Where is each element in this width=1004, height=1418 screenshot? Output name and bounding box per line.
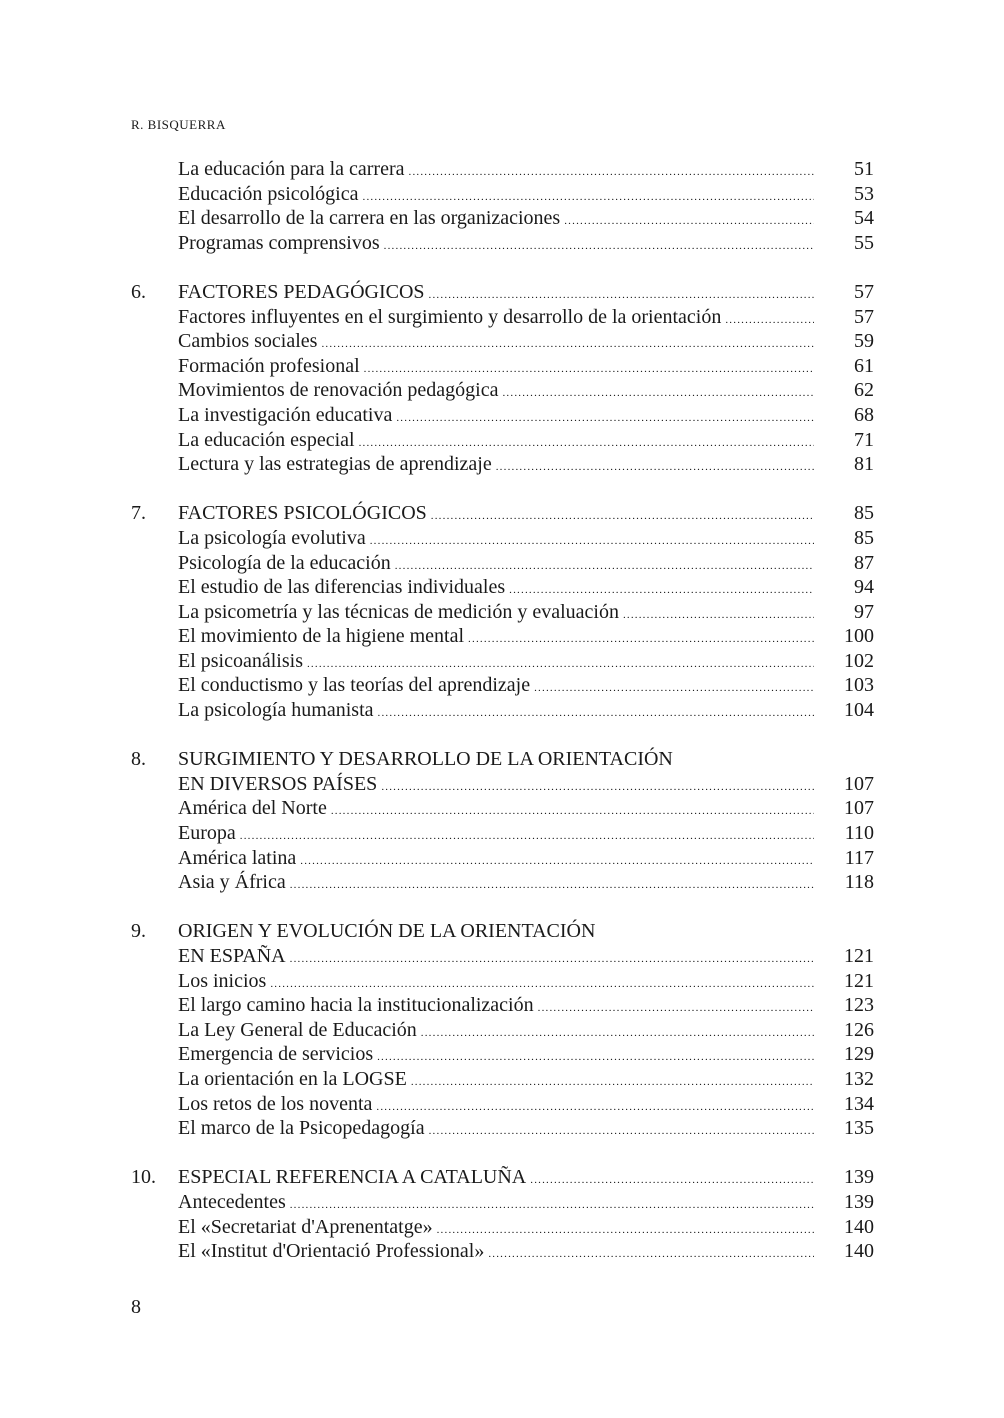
toc-entry-row [0, 993, 1004, 1018]
entry-title-text: SURGIMIENTO Y DESARROLLO DE LA ORIENTACIÓN [178, 748, 673, 771]
entry-title-text: Los retos de los noventa [178, 1092, 373, 1115]
entry-title-text: Formación profesional [178, 354, 360, 377]
entry-page-number: 54 [854, 207, 874, 230]
entry-title-text: Psicología de la educación [178, 551, 391, 574]
toc-entry-title [178, 551, 814, 579]
entry-title-text: EN DIVERSOS PAÍSES [178, 772, 378, 795]
entry-page-number: 107 [844, 772, 874, 795]
toc-entry-title [178, 1067, 814, 1095]
entry-page-number: 51 [854, 158, 874, 180]
toc-entry-title [178, 1239, 814, 1267]
toc-entry-title [178, 452, 814, 480]
toc-entry-title [178, 747, 814, 772]
entry-title-text: ORIGEN Y EVOLUCIÓN DE LA ORIENTACIÓN [178, 920, 596, 943]
toc-chapter-row [0, 1165, 1004, 1190]
entry-title-text: ESPECIAL REFERENCIA A CATALUÑA [178, 1166, 527, 1189]
entry-page-number: 139 [844, 1166, 874, 1189]
toc-entry-title [178, 428, 814, 456]
chapter-number: 9. [131, 920, 146, 943]
toc-entry-title [178, 1018, 814, 1046]
toc-entry-row [0, 526, 1004, 551]
toc-chapter-row [0, 501, 1004, 526]
toc-entry-row [0, 1018, 1004, 1043]
toc-entry-title [178, 354, 814, 382]
entry-page-number: 53 [854, 182, 874, 205]
entry-title-text: América del Norte [178, 797, 327, 820]
toc-entry-row [0, 1116, 1004, 1141]
entry-page-number: 71 [854, 428, 874, 451]
entry-page-number: 126 [844, 1018, 874, 1041]
toc-entry-title [178, 1092, 814, 1120]
entry-page-number: 104 [844, 699, 874, 722]
entry-title-text: El psicoanálisis [178, 649, 303, 672]
dot-leader [290, 873, 814, 898]
entry-page-number: 135 [844, 1117, 874, 1140]
entry-page-number: 57 [854, 280, 874, 303]
entry-title-text: Lectura y las estrategias de aprendizaje [178, 453, 492, 476]
entry-title-text: EN ESPAÑA [178, 945, 286, 967]
toc-entry-row [0, 870, 1004, 895]
dot-leader [429, 1119, 814, 1144]
chapter-number: 7. [131, 502, 146, 525]
toc-entry-row [0, 600, 1004, 625]
dot-leader [496, 455, 814, 480]
entry-page-number: 134 [844, 1092, 874, 1115]
entry-title-text: El movimiento de la higiene mental [178, 625, 465, 648]
entry-title-text: El estudio de las diferencias individuales [178, 576, 506, 599]
section-gap [0, 477, 1004, 502]
toc-entry-title [178, 649, 814, 677]
entry-page-number: 110 [844, 822, 874, 845]
toc-entry-row [0, 944, 1004, 969]
toc-entry-row [0, 182, 1004, 207]
toc-entry-title [178, 673, 814, 701]
chapter-number: 6. [131, 280, 146, 303]
entry-title-text: América latina [178, 846, 297, 869]
entry-title-text: FACTORES PEDAGÓGICOS [178, 280, 425, 303]
toc-entry-title [178, 944, 814, 972]
entry-title-text: La educación para la carrera [178, 158, 405, 180]
toc-entry-row [0, 403, 1004, 428]
toc-entry-row [0, 698, 1004, 723]
section-gap [0, 895, 1004, 920]
toc-entry-title [178, 870, 814, 898]
entry-title-text: La psicología evolutiva [178, 526, 366, 549]
entry-title-text: El marco de la Psicopedagogía [178, 1117, 425, 1140]
entry-title-text: La Ley General de Educación [178, 1018, 417, 1041]
toc-entry-row [0, 329, 1004, 354]
entry-page-number: 94 [854, 576, 874, 599]
toc-chapter-row [0, 747, 1004, 772]
toc-entry-title [178, 993, 814, 1021]
entry-page-number: 117 [844, 846, 874, 869]
entry-page-number: 85 [854, 502, 874, 525]
toc-entry-row [0, 821, 1004, 846]
entry-page-number: 118 [844, 871, 874, 894]
toc-entry-row [0, 305, 1004, 330]
toc-entry-row [0, 673, 1004, 698]
toc-entry-title [178, 796, 814, 824]
entry-page-number: 140 [844, 1240, 874, 1263]
entry-page-number: 132 [844, 1067, 874, 1090]
toc-entry-title [178, 846, 814, 874]
toc-entry-title [178, 1042, 814, 1070]
entry-title-text: Europa [178, 822, 236, 845]
chapter-number: 10. [131, 1166, 156, 1189]
toc-entry-title [178, 821, 814, 849]
entry-page-number: 100 [844, 625, 874, 648]
toc-entry-title [178, 157, 814, 185]
entry-title-text: La psicología humanista [178, 699, 374, 722]
toc-entry-row [0, 551, 1004, 576]
toc-entry-row [0, 796, 1004, 821]
toc-entry-row [0, 231, 1004, 256]
running-head: R. BISQUERRA [131, 117, 226, 132]
toc-entry-title [178, 305, 814, 333]
toc-entry-row [0, 846, 1004, 871]
toc-entry-row [0, 1215, 1004, 1240]
entry-title-text: Factores influyentes en el surgimiento y desarrollo de la orientación [178, 305, 722, 328]
entry-page-number: 121 [844, 969, 874, 992]
dot-leader [378, 701, 814, 726]
entry-page-number: 123 [844, 994, 874, 1017]
entry-title-text: La investigación educativa [178, 403, 393, 426]
entry-page-number: 139 [844, 1190, 874, 1213]
page-number: 8 [131, 1296, 141, 1318]
toc-entry-row [0, 772, 1004, 797]
dot-leader [384, 234, 814, 259]
dot-leader [488, 1242, 814, 1267]
entry-page-number: 55 [854, 231, 874, 254]
entry-title-text: Emergencia de servicios [178, 1043, 374, 1066]
entry-page-number: 121 [844, 945, 874, 967]
entry-title-text: Programas comprensivos [178, 231, 380, 254]
entry-title-text: El «Secretariat d'Aprenentatge» [178, 1215, 433, 1238]
toc-entry-row [0, 1042, 1004, 1067]
toc-entry-title [178, 1190, 814, 1218]
entry-page-number: 61 [854, 354, 874, 377]
toc-entry-title [178, 329, 814, 357]
toc-entry-title [178, 378, 814, 406]
toc-entry-row [0, 649, 1004, 674]
toc-entry-title [178, 575, 814, 603]
entry-title-text: Asia y África [178, 871, 286, 894]
entry-page-number: 81 [854, 453, 874, 476]
toc-entry-row [0, 354, 1004, 379]
toc-entry-row [0, 1190, 1004, 1215]
entry-page-number: 97 [854, 600, 874, 623]
toc-entry-row [0, 157, 1004, 182]
table-of-contents [0, 157, 1004, 1264]
entry-page-number: 107 [844, 797, 874, 820]
toc-entry-title [178, 1165, 814, 1193]
entry-title-text: Antecedentes [178, 1190, 286, 1213]
entry-page-number: 87 [854, 551, 874, 574]
toc-entry-title [178, 280, 814, 308]
toc-entry-title [178, 231, 814, 259]
entry-title-text: La educación especial [178, 428, 355, 451]
toc-entry-title [178, 182, 814, 210]
toc-entry-row [0, 452, 1004, 477]
entry-page-number: 140 [844, 1215, 874, 1238]
entry-title-text: Los inicios [178, 969, 267, 992]
entry-page-number: 68 [854, 403, 874, 426]
toc-entry-title [178, 526, 814, 554]
toc-entry-row [0, 1092, 1004, 1117]
toc-entry-title [178, 969, 814, 997]
entry-title-text: El desarrollo de la carrera en las organizaciones [178, 207, 561, 230]
toc-entry-title [178, 1215, 814, 1243]
toc-chapter-row [0, 280, 1004, 305]
entry-title-text: Cambios sociales [178, 330, 318, 353]
toc-entry-title [178, 403, 814, 431]
toc-entry-title [178, 206, 814, 234]
toc-entry-title [178, 624, 814, 652]
entry-page-number: 59 [854, 330, 874, 353]
toc-entry-row [0, 575, 1004, 600]
toc-chapter-row [0, 919, 1004, 944]
entry-page-number: 85 [854, 526, 874, 549]
entry-title-text: El conductismo y las teorías del aprendizaje [178, 674, 531, 697]
toc-entry-title [178, 698, 814, 726]
toc-entry-row [0, 969, 1004, 994]
section-gap [0, 255, 1004, 280]
toc-entry-row [0, 378, 1004, 403]
toc-entry-row [0, 206, 1004, 231]
toc-entry-row [0, 624, 1004, 649]
entry-page-number: 57 [854, 305, 874, 328]
toc-entry-row [0, 1067, 1004, 1092]
entry-page-number: 62 [854, 379, 874, 402]
section-gap [0, 1141, 1004, 1166]
entry-title-text: Educación psicológica [178, 182, 359, 205]
toc-entry-title [178, 772, 814, 800]
entry-page-number: 103 [844, 674, 874, 697]
toc-entry-row [0, 1239, 1004, 1264]
entry-page-number: 102 [844, 649, 874, 672]
entry-title-text: La psicometría y las técnicas de medición y evaluación [178, 600, 619, 623]
section-gap [0, 723, 1004, 748]
toc-entry-title [178, 600, 814, 628]
entry-title-text: FACTORES PSICOLÓGICOS [178, 502, 427, 525]
entry-title-text: La orientación en la LOGSE [178, 1067, 407, 1090]
toc-entry-title [178, 919, 814, 944]
entry-page-number: 129 [844, 1043, 874, 1066]
entry-title-text: El largo camino hacia la institucionalización [178, 994, 534, 1017]
entry-title-text: Movimientos de renovación pedagógica [178, 379, 499, 402]
toc-entry-row [0, 428, 1004, 453]
chapter-number: 8. [131, 748, 146, 771]
toc-entry-title [178, 501, 814, 529]
toc-entry-title [178, 1116, 814, 1144]
entry-title-text: El «Institut d'Orientació Professional» [178, 1240, 485, 1263]
